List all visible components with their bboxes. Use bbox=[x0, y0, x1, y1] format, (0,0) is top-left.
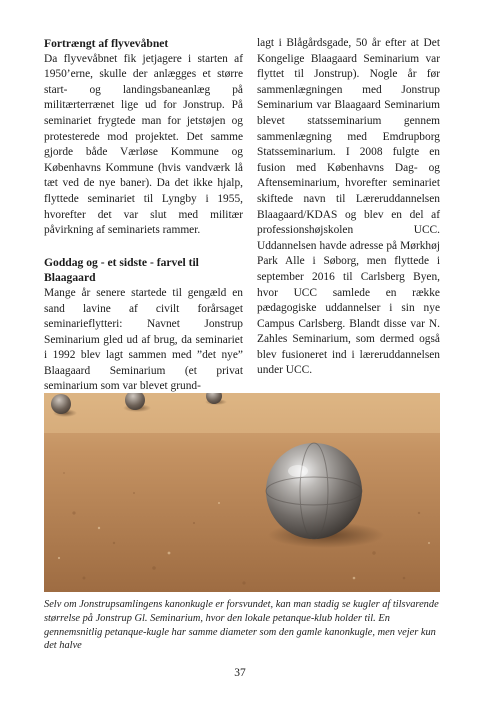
page-number: 37 bbox=[234, 667, 246, 679]
paragraph-blaagaard-start: Mange år senere startede til gengæld en sand lavine af civilt forårsaget seminarieflytteri: Navnet Jonstrup Seminarium gled ud af brug, da seminariet i 1992 blev lagt sammen med ”det nye” Blaagaard Seminarium (et privat seminarium som var blevet grund- bbox=[44, 286, 243, 393]
left-column bbox=[44, 36, 243, 395]
section-heading-blaagaard: Goddag og - et sidste - farvel til Blaagaard bbox=[44, 255, 199, 285]
section-heading-flyvevaabnet: Fortrængt af flyvevåbnet bbox=[44, 37, 169, 50]
right-column bbox=[257, 36, 440, 442]
paragraph-blaagaard-continued: lagt i Blågårdsgade, 50 år efter at Det Kongelige Blaagaard Seminarium var flyttet til Jonstrup). Nogle år før sammenlægningen med Jonstrup Seminarium var Blaagaard Seminarium blevet statsseminarium gennem sammenlægning med Emdrupborg Statsseminarium. I 2008 fulgte en fusion med Københavns Dag- og Aftenseminarium, hvorefter seminariet skiftede navn til Læreruddannelsen Blaagaard/KDAS og blev en del af professionshøjskolen UCC. Uddannelsen havde adresse på Mørkhøj Park Alle i Søborg, men flyttede i september 2016 til Carlsberg Byen, hvor UCC samlede en række pædagogiske uddannelser i sin nye Campus Carlsberg. Blandt disse var N. Zahles Seminarium, som dermed også blev fusioneret ind i læreruddannelsen under UCC. bbox=[257, 37, 440, 377]
photo-caption: Selv om Jonstrupsamlingens kanonkugle er forsvundet, kan man stadig se kugler af tilsvarende størrelse på Jonstrup Gl. Seminarium, hvor den lokale petanque-klub holder til. En gennemsnitlig petanque-kugle har samme diameter som den gamle kanonkugle, men vejer kun det halve bbox=[44, 599, 439, 652]
petanque-balls-photo bbox=[44, 393, 440, 592]
petanque-photo-illustration bbox=[44, 393, 440, 592]
paragraph-flyvevaabnet: Da flyvevåbnet fik jetjagere i starten af 1950’erne, skulle der anlægges et større start- og landingsbaneanlæg på militærterrænet lige ud for Jonstrup. På seminariet frygtede man for jetstøjen og protesterede mod projektet. Det samme gjorde både Værløse Kommune og Københavns Kommune (hvis vandværk lå tæt ved de nye baner). Da det ikke hjalp, flyttede seminariet til Lyngby i 1955, hvorefter det var slut med militær påvirkning af seminariets rammer. bbox=[44, 52, 243, 237]
